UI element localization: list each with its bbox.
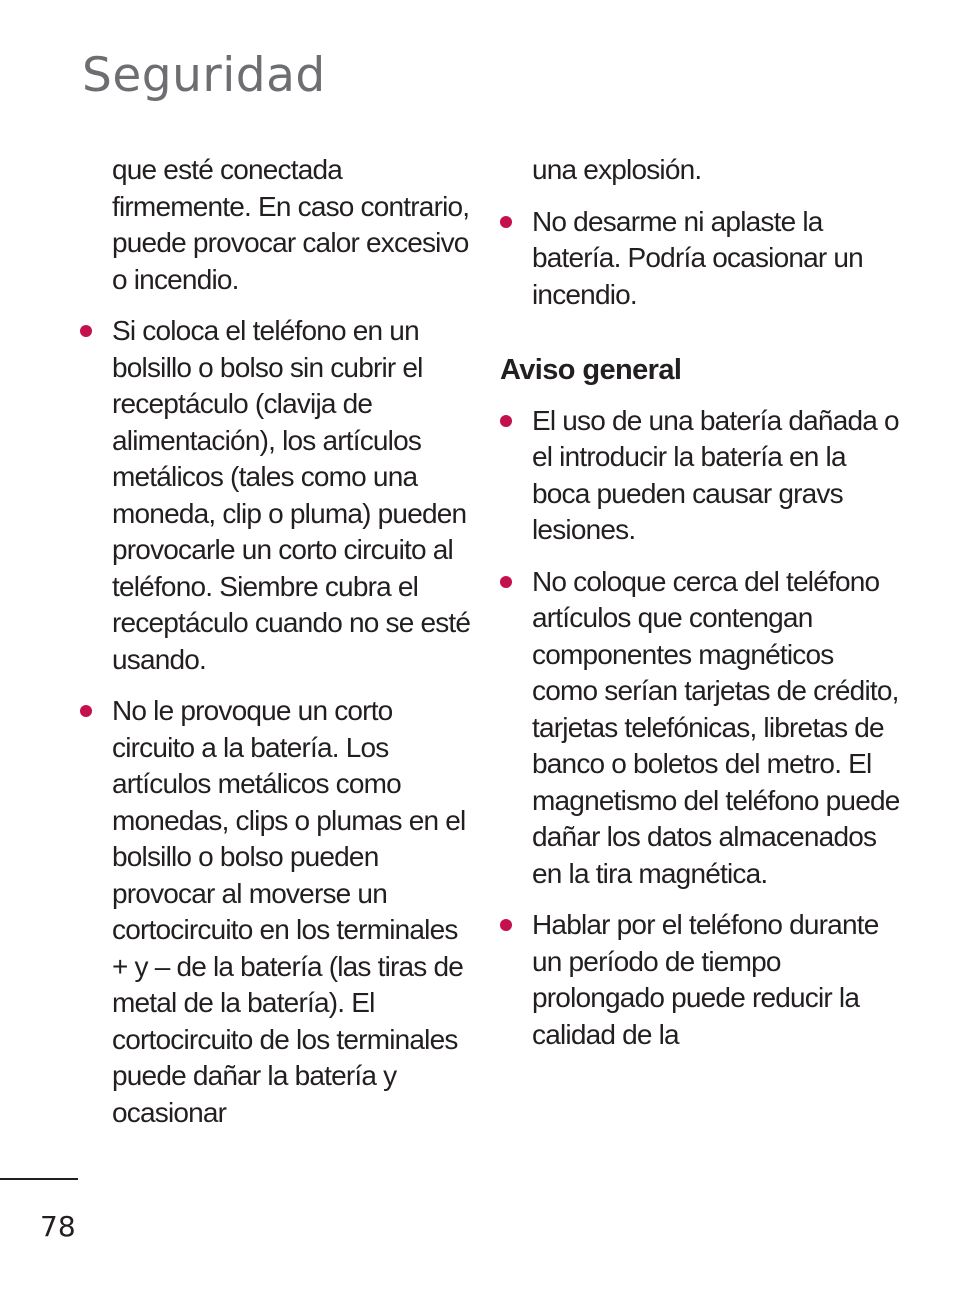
footer-divider xyxy=(0,1178,78,1180)
bullet-dot-icon xyxy=(500,216,512,228)
left-column xyxy=(80,152,475,1146)
bullet-dot-icon xyxy=(80,325,92,337)
section-heading: Aviso general xyxy=(500,354,682,386)
bullet-dot-icon xyxy=(500,919,512,931)
list-item-text: Hablar por el teléfono durante un período de tiempo prolongado puede reducir la calidad de la xyxy=(532,909,879,1050)
list-item xyxy=(500,907,900,1053)
page-number: 78 xyxy=(40,1210,76,1243)
bullet-dot-icon xyxy=(500,576,512,588)
list-item xyxy=(500,403,900,549)
list-item xyxy=(500,564,900,893)
continuation-text: que esté conectada firmemente. En caso contrario, puede provocar calor excesivo o incendio. xyxy=(112,154,470,295)
list-item-text: No desarme ni aplaste la batería. Podría ocasionar un incendio. xyxy=(532,205,863,310)
bullet-dot-icon xyxy=(80,705,92,717)
list-item xyxy=(80,313,475,678)
list-item-text: El uso de una batería dañada o el introducir la batería en la boca pueden causar gravs lesiones. xyxy=(532,404,899,545)
continuation-text: una explosión. xyxy=(532,154,702,185)
list-item-text: No le provoque un corto circuito a la batería. Los artículos metálicos como monedas, clips o plumas en el bolsillo o bolso pueden provocar al moverse un cortocircuito en los terminales + y – de la batería (las tiras de metal de la batería). El cortocircuito de los terminales puede dañar la batería y ocasionar xyxy=(112,695,466,1128)
page-title: Seguridad xyxy=(82,48,326,103)
list-item xyxy=(500,204,900,314)
list-item-text: No coloque cerca del teléfono artículos que contengan componentes magnéticos como serían tarjetas de crédito, tarjetas telefónicas, libretas de banco o boletos del metro. El magnetismo del teléfono puede dañar los datos almacenados en la tira magnética. xyxy=(532,565,900,889)
right-column xyxy=(500,152,900,1068)
list-item xyxy=(80,693,475,1131)
list-item-text: Si coloca el teléfono en un bolsillo o bolso sin cubrir el receptáculo (clavija de alimentación), los artículos metálicos (tales como una moneda, clip o pluma) pueden provocarle un corto circuito al teléfono. Siembre cubra el receptáculo cuando no se esté usando. xyxy=(112,315,471,675)
bullet-dot-icon xyxy=(500,415,512,427)
